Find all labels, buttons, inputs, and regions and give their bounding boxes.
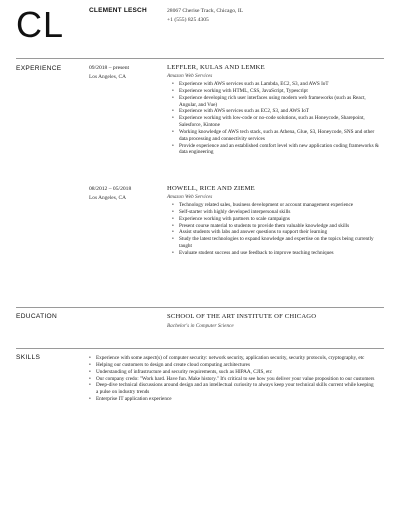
job-2-title: HOWELL, RICE AND ZIEME xyxy=(167,185,255,192)
list-item: • Experience with some aspect(s) of computer security: network security, application security, security protocols, cryptography, etc xyxy=(89,355,375,362)
job-1-title: LEFFLER, KULAS AND LEMKE xyxy=(167,64,265,71)
contact-info xyxy=(167,7,243,24)
list-item: • Self-starter with highly developed interpersonal skills xyxy=(172,209,384,216)
list-item: • Assist students with labs and answer questions to support their learning xyxy=(172,229,384,236)
list-item: • Deep-dive technical discussions around design and an intellectual curiosity to always keep your technical skills current while keeping a pulse on industry trends xyxy=(89,382,375,396)
section-divider-experience xyxy=(16,58,384,59)
candidate-name: CLEMENT LESCH xyxy=(89,7,147,14)
list-item: • Working knowledge of AWS tech stack, such as Athena, Glue, S3, Honeycode, SNS and other data processing and connectivity services xyxy=(172,129,384,143)
section-title-education: EDUCATION xyxy=(16,313,58,320)
list-item: • Enterprise IT application experience xyxy=(89,396,375,403)
section-divider-skills xyxy=(16,348,384,349)
job-1-company: Amazon Web Services xyxy=(167,73,213,79)
section-divider-education xyxy=(16,307,384,308)
list-item: • Experience working with low-code or no-code solutions, such as Honeycode, Sharepoint, Salesforce, Kintone xyxy=(172,115,384,129)
job-2-company: Amazon Web Services xyxy=(167,194,213,200)
job-1-location: Los Angeles, CA xyxy=(89,74,126,80)
list-item: • Technology related sales, business development or account management experience xyxy=(172,202,384,209)
list-item: • Our company credo: "Work hard. Have fun. Make history." It's critical to see how you deliver your value proposition to our customers xyxy=(89,376,375,383)
list-item: • Study the latest technologies to expand knowledge and expertise on the topics being currently taught xyxy=(172,236,384,250)
job-2-bullet-list xyxy=(172,202,384,257)
list-item: • Experience developing rich user interfaces using modern web frameworks (such as React, Angular, and Vue) xyxy=(172,95,384,109)
list-item: • Evaluate student success and use feedback to improve teaching techniques xyxy=(172,250,384,257)
list-item: • Provide experience and an established comfort level with new application coding frameworks & data engineering xyxy=(172,143,384,157)
list-item: • Experience working with partners to scale campaigns xyxy=(172,216,384,223)
list-item: • Present course material to students to provide them valuable knowledge and skills xyxy=(172,223,384,230)
section-title-experience: EXPERIENCE xyxy=(16,65,62,72)
job-2-location: Los Angeles, CA xyxy=(89,195,126,201)
list-item: • Helping our customers to design and create cloud computing architectures xyxy=(89,362,375,369)
education-school: SCHOOL OF THE ART INSTITUTE OF CHICAGO xyxy=(167,313,317,320)
list-item: • Experience with AWS services such as EC2, S3, and AWS IoT xyxy=(172,108,384,115)
education-degree: Bachelor's in Computer Science xyxy=(167,323,234,329)
list-item: • Experience working with HTML, CSS, JavaScript, Typescript xyxy=(172,88,384,95)
job-1-bullet-list xyxy=(172,81,384,156)
list-item: • Experience with AWS services such as Lambda, EC2, S3, and AWS IoT xyxy=(172,81,384,88)
contact-address: 28067 Cherise Track, Chicago, IL xyxy=(167,8,244,14)
section-title-skills: SKILLS xyxy=(16,354,41,361)
job-1-dates: 09/2018 – present xyxy=(89,65,130,71)
job-2-dates: 08/2012 – 05/2018 xyxy=(89,186,132,192)
resume-initials: CL xyxy=(16,4,65,45)
skills-bullet-list xyxy=(89,355,375,403)
contact-phone: +1 (555) 825 4305 xyxy=(167,16,209,23)
list-item: • Understanding of infrastructure and security requirements, such as HIPAA, CJIS, etc xyxy=(89,369,375,376)
